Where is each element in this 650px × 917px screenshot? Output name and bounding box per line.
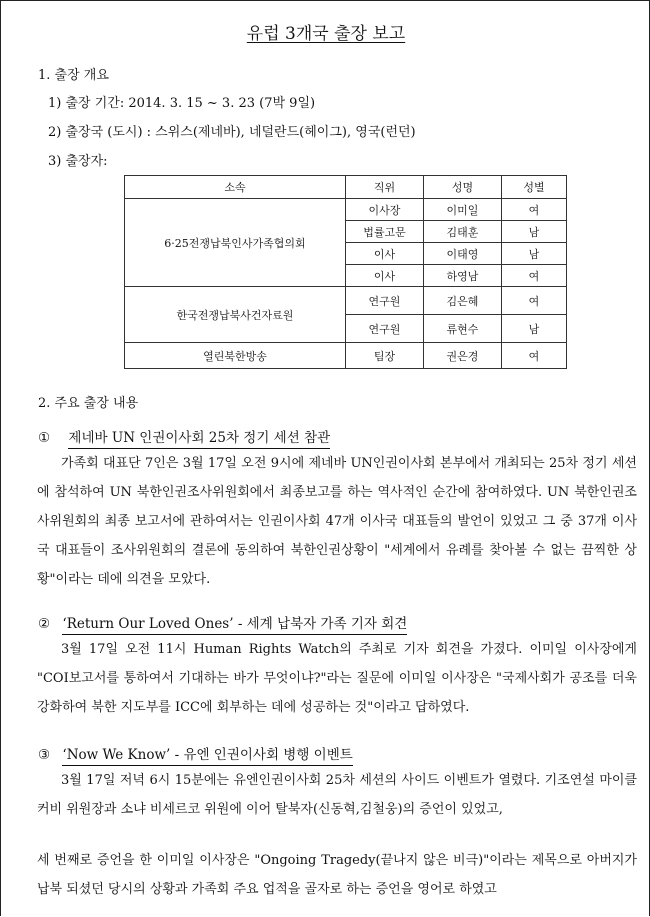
item1-title: 제네바 UN 인권이사회 25차 정기 세션 참관	[68, 430, 330, 449]
gender-cell: 남	[502, 315, 567, 343]
gender-cell: 남	[502, 243, 567, 265]
table-header-row	[125, 176, 567, 199]
table-row	[125, 199, 567, 221]
section1-heading: 1. 출장 개요	[38, 68, 109, 83]
position-cell: 법률고문	[346, 221, 424, 243]
gender-cell: 여	[502, 287, 567, 315]
item1-body: 가족회 대표단 7인은 3월 17일 오전 9시에 제네바 UN인권이사회 본부에서 개최되는 25차 정기 세션에 참석하여 UN 북한인권조사위원회에서 최종보고를 하는 역사적인 순간에 참여하였다. UN 북한인권조사위원회의 최종 보고서에 관하여서는 인권이사회 47개 이사국 대표들의 발언이 있었고 그 중 37개 이사국 대표들이 조사위원회의 결론에 동의하여 북한인권상황이 "세계에서 유례를 찾아볼 수 없는 끔찍한 상황"이라는 데에 의견을 모았다.	[37, 456, 637, 587]
gender-cell: 남	[502, 221, 567, 243]
position-cell: 연구원	[346, 315, 424, 343]
item3-heading	[38, 743, 353, 763]
header-affiliation: 소속	[125, 176, 346, 199]
name-cell: 류현수	[424, 315, 502, 343]
name-cell: 김태훈	[424, 221, 502, 243]
section2-heading: 2. 주요 출장 내용	[38, 396, 139, 411]
item3-body-2: 세 번째로 증언을 한 이미일 이사장은 "Ongoing Tragedy(끝나지 않은 비극)"이라는 제목으로 아버지가 납북 되셨던 당시의 상황과 가족회 주요 업적을 골자로 하는 증언을 영어로 하였고	[37, 853, 637, 897]
members-label: 3) 출장자:	[48, 154, 108, 169]
position-cell: 팀장	[346, 343, 424, 369]
name-cell: 이미일	[424, 199, 502, 221]
item1-heading	[38, 426, 330, 446]
item1-number: ①	[38, 430, 51, 446]
item2-body: 3월 17일 오전 11시 Human Rights Watch의 주최로 기자 회견을 가졌다. 이미일 이사장에게 "COI보고서를 통하여서 기대하는 바가 무엇이냐?"라는 질문에 이미일 이사장은 "국제사회가 공조를 더욱 강화하여 북한 지도부를 ICC에 회부하는 데에 성공하는 것"이라고 답하였다.	[37, 642, 637, 715]
gender-cell: 여	[502, 343, 567, 369]
org-cell: 열린북한방송	[125, 343, 346, 369]
item2-heading	[38, 612, 407, 632]
item2-title: ‘Return Our Loved Ones’ - 세계 납북자 가족 기자 회견	[62, 616, 407, 635]
org-cell: 한국전쟁납북사건자료원	[125, 287, 346, 343]
trip-countries: 2) 출장국 (도시) : 스위스(제네바), 네덜란드(헤이그), 영국(런던)	[48, 125, 416, 140]
name-cell: 권은경	[424, 343, 502, 369]
org-cell: 6·25전쟁납북인사가족협의회	[125, 199, 346, 287]
position-cell: 이사	[346, 243, 424, 265]
name-cell: 하영남	[424, 265, 502, 287]
name-cell: 이태영	[424, 243, 502, 265]
gender-cell: 여	[502, 265, 567, 287]
position-cell: 이사장	[346, 199, 424, 221]
trip-period: 1) 출장 기간: 2014. 3. 15 ~ 3. 23 (7박 9일)	[48, 96, 316, 111]
header-gender: 성별	[502, 176, 567, 199]
position-cell: 이사	[346, 265, 424, 287]
table-row	[125, 343, 567, 369]
position-cell: 연구원	[346, 287, 424, 315]
item3-number: ③	[38, 747, 51, 763]
gender-cell: 여	[502, 199, 567, 221]
table-row	[125, 287, 567, 315]
item3-title: ‘Now We Know’ - 유엔 인권이사회 병행 이벤트	[62, 747, 352, 766]
item2-number: ②	[38, 616, 51, 632]
document-title: 유럽 3개국 출장 보고	[246, 24, 406, 44]
members-table	[124, 175, 567, 369]
name-cell: 김은혜	[424, 287, 502, 315]
header-name: 성명	[424, 176, 502, 199]
item3-body-1: 3월 17일 저녁 6시 15분에는 유엔인권이사회 25차 세션의 사이드 이벤트가 열렸다. 기조연설 마이클 커비 위원장과 소냐 비세르코 위원에 이어 탈북자(신동혁,김철웅)의 증언이 있었고,	[37, 773, 637, 817]
header-position: 직위	[346, 176, 424, 199]
